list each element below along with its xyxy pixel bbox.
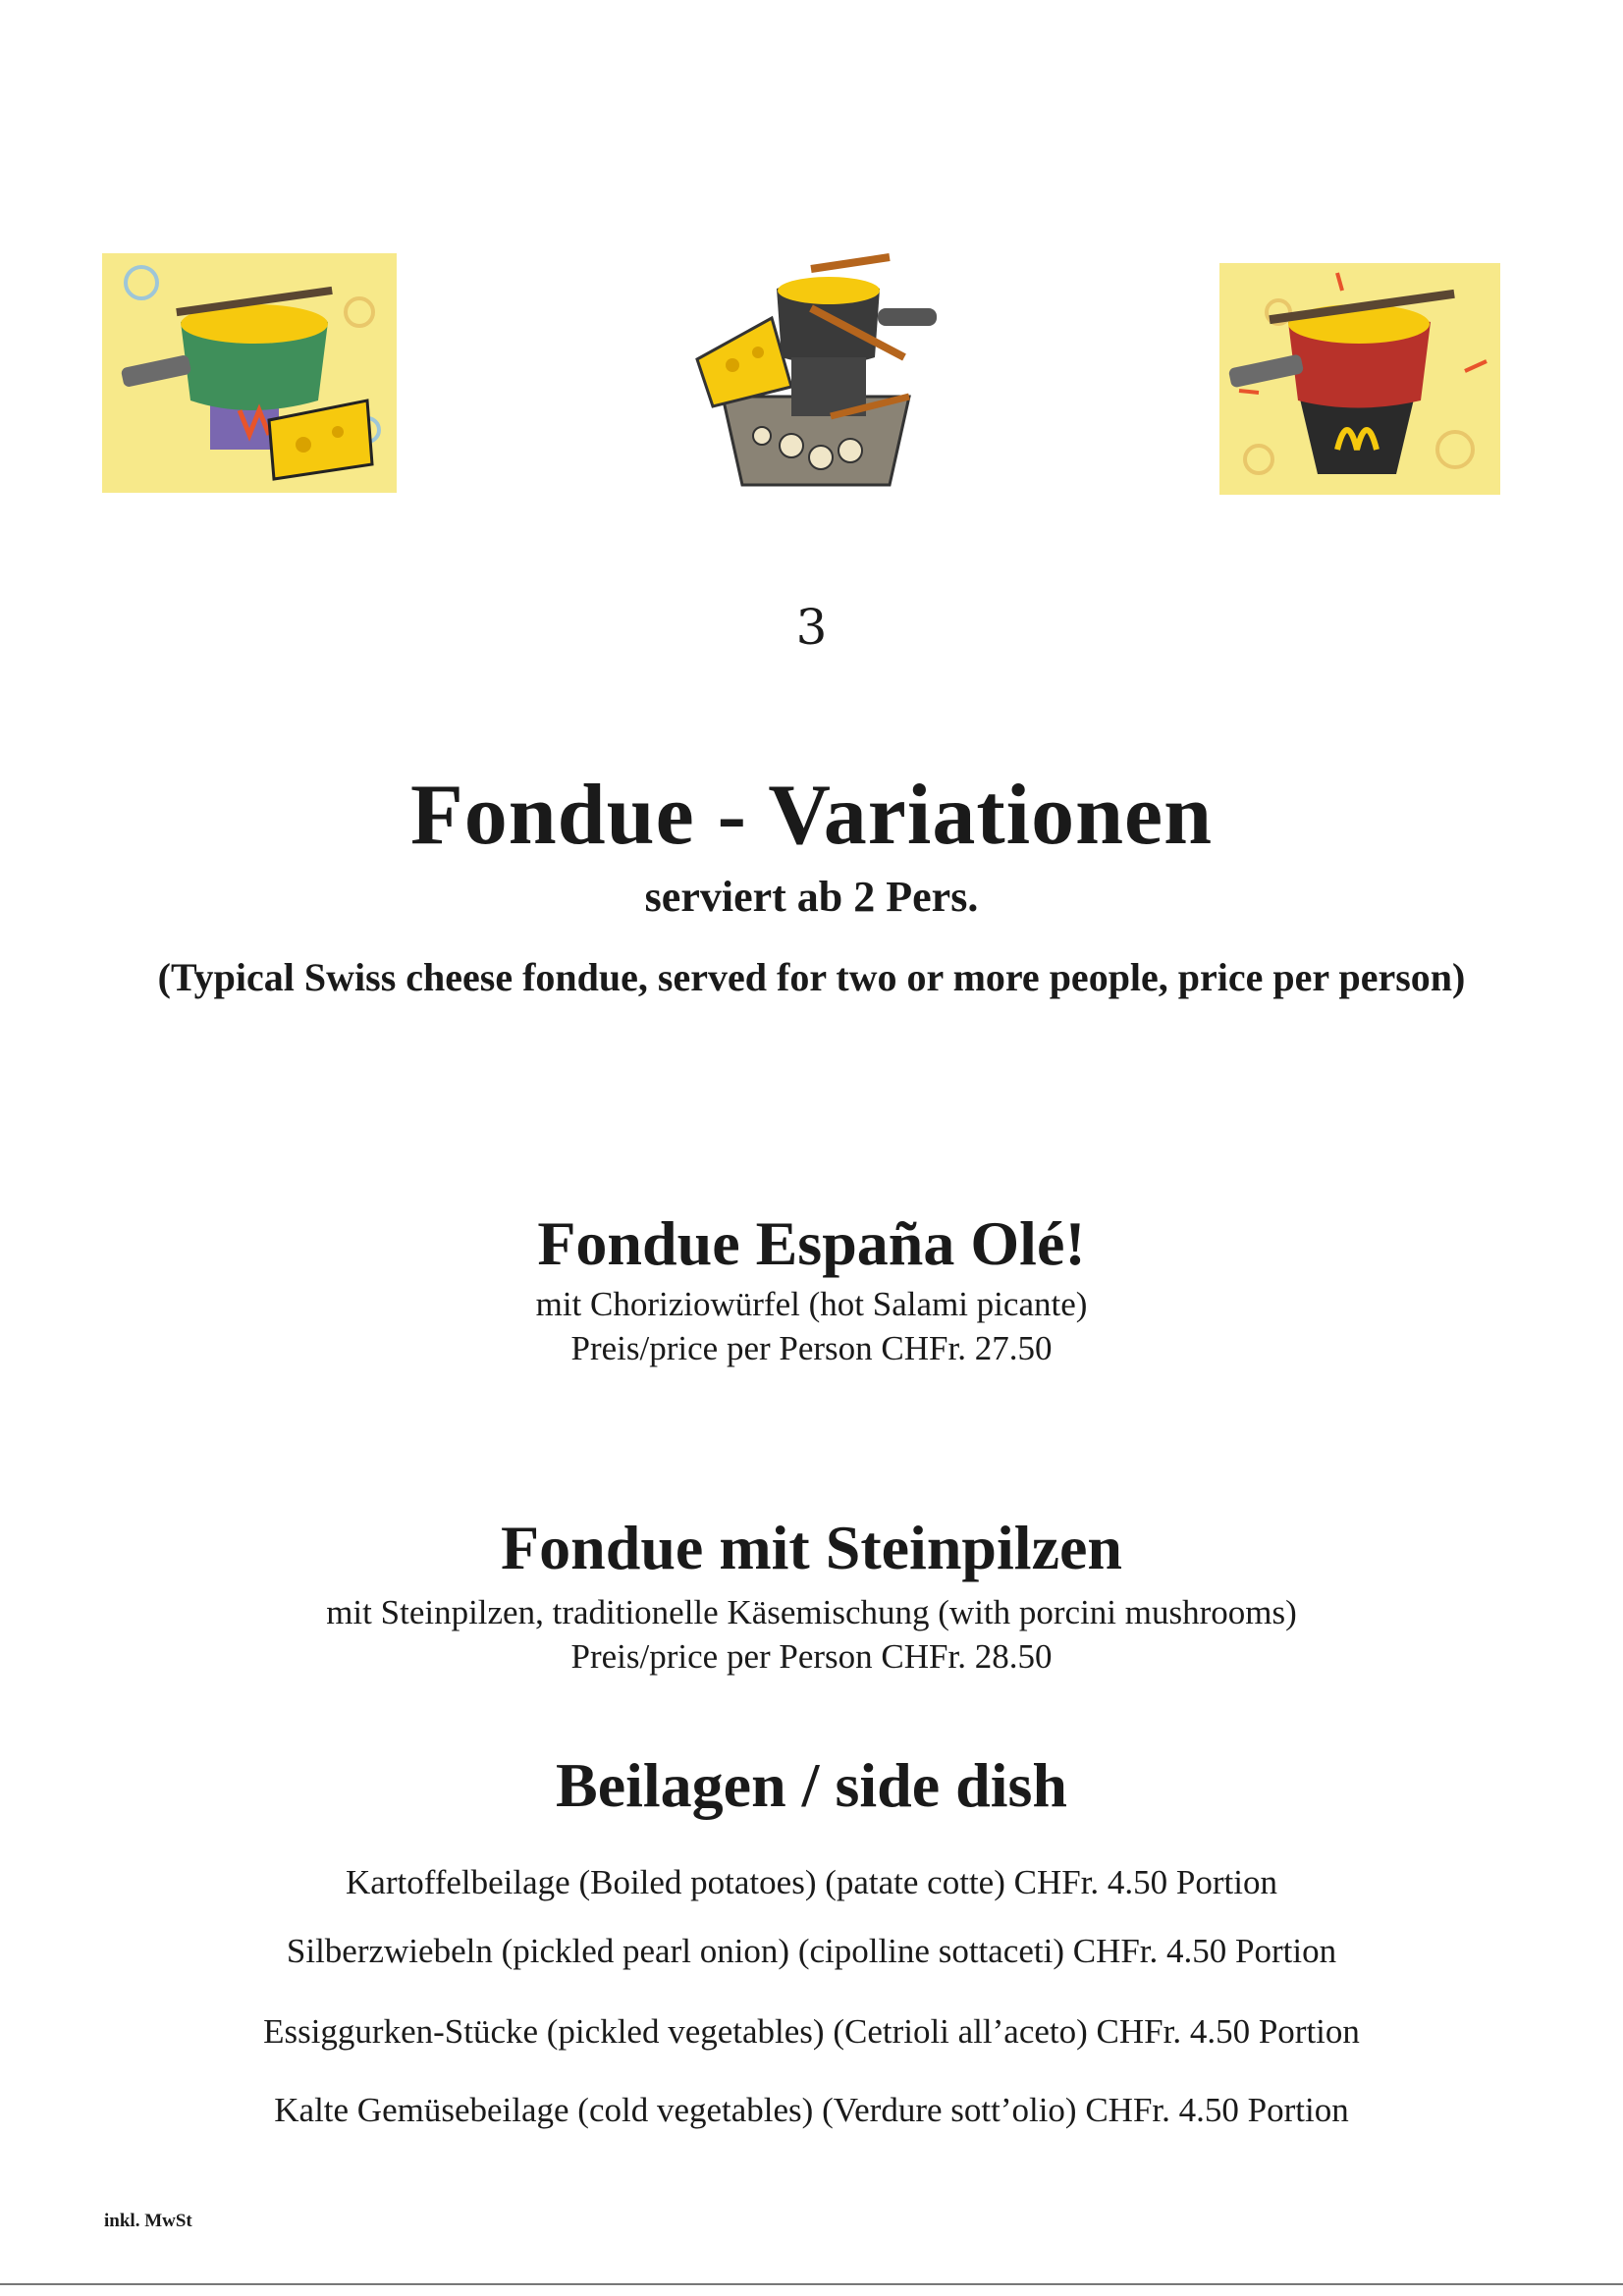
menu-item-description: mit Choriziowürfel (hot Salami picante) (535, 1285, 1088, 1323)
fondue-set-icon (683, 249, 939, 495)
side-dish-row: Essiggurken-Stücke (pickled vegetables) (Cetrioli all’aceto) CHFr. 4.50 Portion (263, 2012, 1360, 2051)
fondue-pot-flame-icon (1219, 263, 1500, 495)
menu-item-price: Preis/price per Person CHFr. 27.50 (570, 1329, 1053, 1367)
side-dish-row: Kartoffelbeilage (Boiled potatoes) (patate cotte) CHFr. 4.50 Portion (346, 1863, 1277, 1901)
english-note: (Typical Swiss cheese fondue, served for two or more people, price per person) (157, 955, 1466, 999)
fondue-pot-cheese-icon (102, 253, 397, 493)
menu-item-description: mit Steinpilzen, traditionelle Käsemischung (with porcini mushrooms) (326, 1593, 1297, 1631)
side-dish-row: Kalte Gemüsebeilage (cold vegetables) (Verdure sott’olio) CHFr. 4.50 Portion (274, 2091, 1349, 2129)
page-title: Fondue - Variationen (409, 768, 1214, 863)
page-number: 3 (795, 599, 828, 656)
page-subtitle: serviert ab 2 Pers. (644, 873, 979, 921)
bottom-divider (0, 2283, 1623, 2285)
menu-item-title: Fondue España Olé! (537, 1208, 1086, 1278)
menu-item-price: Preis/price per Person CHFr. 28.50 (570, 1637, 1053, 1676)
tax-footnote: inkl. MwSt (104, 2211, 192, 2231)
sides-heading: Beilagen / side dish (556, 1750, 1067, 1820)
menu-item-title: Fondue mit Steinpilzen (501, 1513, 1122, 1582)
side-dish-row: Silberzwiebeln (pickled pearl onion) (cipolline sottaceti) CHFr. 4.50 Portion (286, 1932, 1337, 1970)
